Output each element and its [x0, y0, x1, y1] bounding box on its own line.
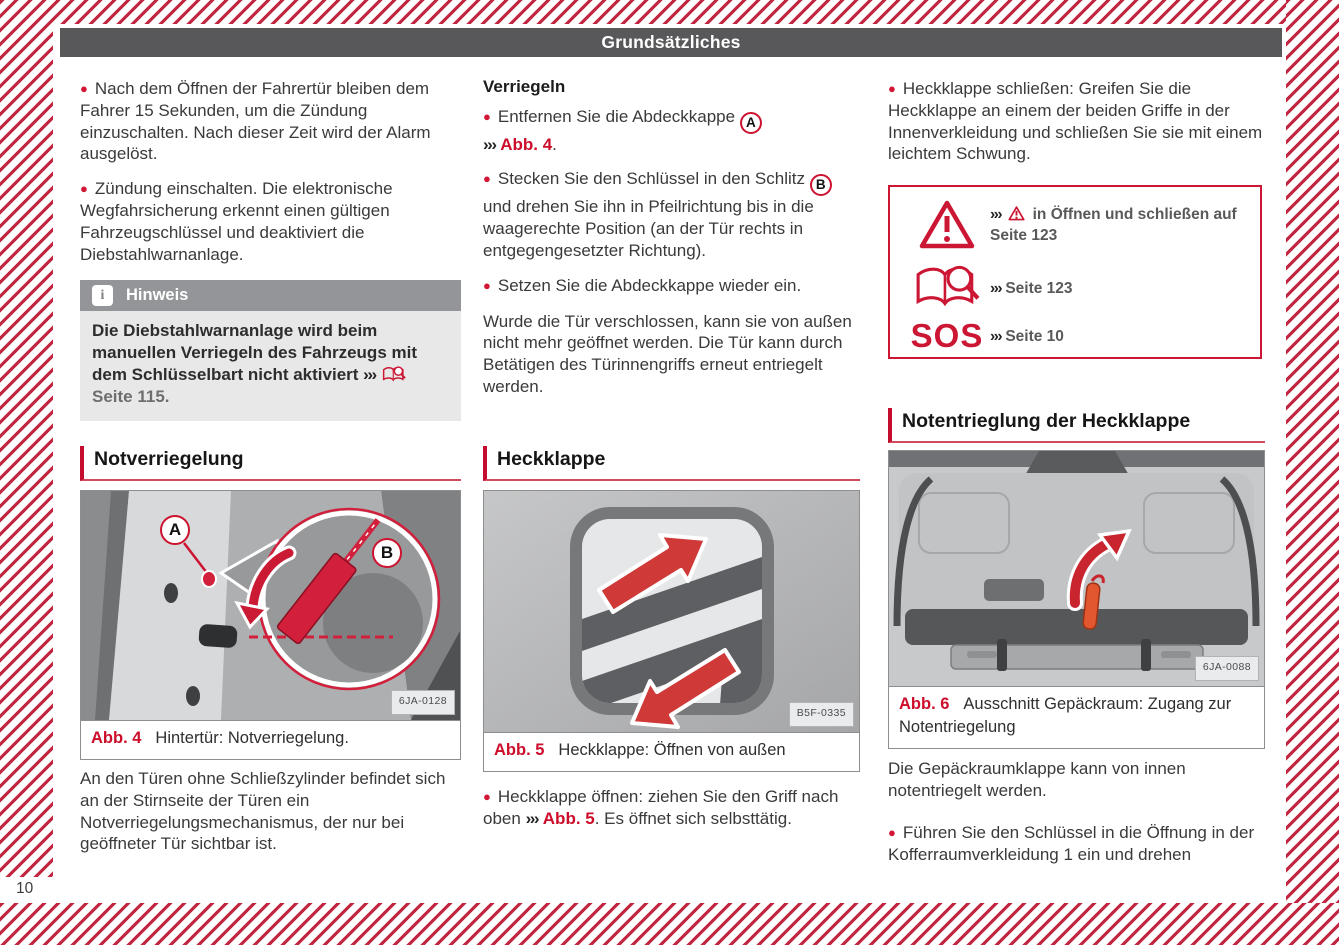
column-left	[80, 70, 461, 882]
figure-abb5-caption: Abb. 5 Heckklappe: Öffnen von außen	[484, 732, 859, 771]
sos-icon: SOS	[910, 317, 984, 355]
callout-a: A	[160, 515, 190, 545]
striped-border-left	[0, 0, 53, 877]
image-code: 6JA-0088	[1195, 656, 1259, 681]
note-body: Die Diebstahlwarnanlage wird beim manuellen Verriegeln des Fahrzeugs mit dem Schlüsselbart nicht aktiviert ››› Seite 115.	[80, 311, 461, 421]
book-search-icon	[914, 264, 980, 312]
bullet-dot: ●	[888, 81, 896, 96]
bullet-item: ● Führen Sie den Schlüssel in die Öffnung in der Kofferraumverkleidung 1 ein und drehen	[888, 823, 1255, 864]
figure-abb6-caption: Abb. 6 Ausschnitt Gepäckraum: Zugang zur Notentriegelung	[889, 686, 1264, 748]
info-icon: i	[92, 285, 113, 306]
figure-label: Abb. 4	[91, 729, 142, 747]
ref-row-sos	[904, 317, 1246, 355]
section-heading-notentrieglung: Notentrieglung der Heckklappe	[888, 408, 1265, 443]
ref-arrows: ›››	[525, 808, 539, 828]
ref-arrows: ›››	[363, 365, 376, 385]
bullet-item: ● Setzen Sie die Abdeckkappe wieder ein.	[483, 275, 802, 295]
bullet-item: ● Zündung einschalten. Die elektronische Wegfahrsicherung erkennt einen gültigen Fahrzeugschlüssel und deaktiviert die Diebstahlwarnanlage.	[80, 179, 393, 264]
bullet-dot: ●	[80, 181, 88, 197]
note-box-header	[80, 280, 461, 311]
figure-reference[interactable]: Abb. 5	[542, 808, 595, 828]
section-heading-notverriegelung: Notverriegelung	[80, 446, 461, 481]
striped-border-bottom	[0, 903, 1339, 945]
figure-abb6	[888, 450, 1265, 749]
bullet-item: ● Entfernen Sie die Abdeckkappe A ››› Abb. 4.	[483, 106, 860, 156]
image-code: 6JA-0128	[391, 690, 455, 715]
page-reference[interactable]: Seite 10	[1005, 327, 1064, 345]
paragraph: Wurde die Tür verschlossen, kann sie von außen nicht mehr geöffnet werden. Die Tür kann durch Betätigen des Türinnengriffs erneut entriegelt werden.	[483, 311, 852, 396]
figure-abb5-image	[484, 491, 859, 732]
striped-border-right	[1286, 0, 1339, 903]
subheading-verriegeln: Verriegeln	[483, 77, 566, 96]
paragraph: An den Türen ohne Schließzylinder befindet sich an der Stirnseite der Türen ein Notverriegelungsmechanismus, der nur bei geöffneter Tür sichtbar ist.	[80, 769, 446, 854]
ref-arrows: ›››	[990, 279, 1001, 297]
ref-text	[990, 204, 1246, 246]
book-search-icon	[382, 366, 406, 383]
warning-triangle-small-icon	[1008, 206, 1025, 221]
bullet-dot: ●	[483, 171, 491, 187]
figure-abb4	[80, 490, 461, 760]
bullet-item: ● Stecken Sie den Schlüssel in den Schlitz B und drehen Sie ihn in Pfeilrichtung bis in die waagerechte Position (an der Tür rechts in entgegengesetzter Richtung).	[483, 168, 860, 261]
bullet-dot: ●	[483, 277, 491, 293]
bullet-item: ● Heckklappe öffnen: ziehen Sie den Griff nach oben ››› Abb. 5. Es öffnet sich selbsttätig.	[483, 787, 839, 828]
callout-a-ref: A	[740, 112, 762, 134]
callout-b-ref: B	[810, 174, 832, 196]
cross-reference-box	[888, 185, 1262, 359]
figure-abb5	[483, 490, 860, 772]
page-header	[60, 28, 1282, 57]
figure-abb6-image	[889, 451, 1264, 686]
figure-label: Abb. 5	[494, 741, 545, 759]
page-reference[interactable]: in Öffnen und schließen auf Seite 123	[990, 206, 1237, 244]
column-middle	[483, 70, 860, 882]
note-title: Hinweis	[126, 285, 189, 304]
figure-abb4-caption: Abb. 4 Hintertür: Notverriegelung.	[81, 720, 460, 759]
figure-abb4-image	[81, 491, 460, 720]
ref-arrows: ›››	[990, 206, 1001, 223]
ref-row-warning	[904, 199, 1246, 251]
callout-b: B	[372, 538, 402, 568]
bullet-dot: ●	[888, 825, 896, 840]
ref-text	[990, 326, 1246, 347]
page-reference[interactable]: Seite 123	[1005, 279, 1073, 297]
figure-label: Abb. 6	[899, 695, 950, 713]
page-reference[interactable]: Seite 115.	[92, 387, 170, 407]
striped-border-top	[0, 0, 1339, 24]
note-box	[80, 280, 461, 421]
paragraph: Die Gepäckraumklappe kann von innen notentriegelt werden.	[888, 759, 1186, 800]
bullet-item: ● Nach dem Öffnen der Fahrertür bleiben dem Fahrer 15 Sekunden, um die Zündung einzuschalten. Nach dieser Zeit wird der Alarm ausgelöst.	[80, 79, 431, 164]
page-title: Grundsätzliches	[601, 32, 741, 52]
ref-row-book	[904, 264, 1246, 312]
bullet-dot: ●	[483, 108, 491, 124]
image-code: B5F-0335	[789, 702, 854, 727]
page-number: 10	[16, 880, 34, 897]
bullet-dot: ●	[483, 789, 491, 804]
ref-arrows: ›››	[990, 327, 1001, 345]
section-heading-heckklappe: Heckklappe	[483, 446, 860, 481]
figure-reference[interactable]: Abb. 4	[500, 134, 553, 154]
bullet-dot: ●	[80, 81, 88, 96]
bullet-item: ● Heckklappe schließen: Greifen Sie die Heckklappe an einem der beiden Griffe in der Innenverkleidung und schließen Sie sie mit einem leichtem Schwung.	[888, 79, 1263, 164]
warning-triangle-icon	[918, 199, 976, 251]
ref-text	[990, 278, 1246, 299]
column-right	[888, 70, 1265, 882]
ref-arrows: ›››	[483, 134, 496, 154]
